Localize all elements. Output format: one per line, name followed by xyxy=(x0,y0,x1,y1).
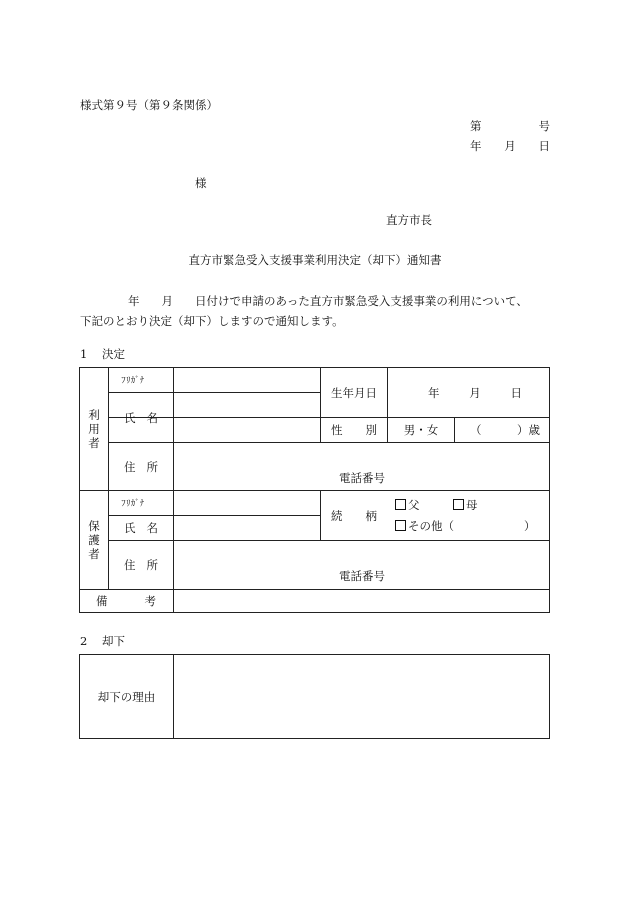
section-1-title: 決定 xyxy=(102,347,125,361)
birth-month: 月 xyxy=(469,385,481,400)
sex-label xyxy=(331,418,377,442)
notice-body xyxy=(80,291,550,331)
sex-value[interactable]: 男・女 xyxy=(403,423,439,437)
relation-mother-option[interactable] xyxy=(453,497,478,513)
user-group-label xyxy=(80,368,108,490)
other-label: その他（ xyxy=(408,519,454,533)
age-close: ）歳 xyxy=(517,423,540,437)
age-open: （ xyxy=(470,423,482,437)
father-label: 父 xyxy=(408,498,420,512)
addressee-suffix: 様 xyxy=(195,176,207,190)
day-label: 日 xyxy=(538,139,550,153)
relation-other-option[interactable] xyxy=(395,518,454,534)
user-name-field-2[interactable] xyxy=(174,418,320,442)
birthdate-label: 生年月日 xyxy=(331,385,377,400)
user-furigana-field[interactable] xyxy=(174,368,320,392)
month-label: 月 xyxy=(504,139,516,153)
issuer: 直方市長 xyxy=(386,213,432,227)
age-field[interactable] xyxy=(470,418,540,442)
label-char: 備 xyxy=(96,594,108,608)
label-char: 柄 xyxy=(365,508,377,523)
section-2-heading xyxy=(80,633,125,649)
birthdate-field[interactable] xyxy=(428,368,522,417)
guardian-phone-label: 電話番号 xyxy=(339,569,385,583)
user-label-char: 用 xyxy=(88,422,100,436)
label-char: 性 xyxy=(331,423,343,437)
number-prefix: 第 xyxy=(470,119,482,133)
label-char: 住 xyxy=(124,558,136,572)
form-number: 様式第９号（第９条関係） xyxy=(80,98,218,112)
birth-day: 日 xyxy=(510,385,522,400)
remarks-label xyxy=(96,590,156,612)
section-1-heading xyxy=(80,346,125,362)
guardian-name-field[interactable] xyxy=(174,516,320,540)
section-2-number: 2 xyxy=(80,634,88,648)
user-name-label xyxy=(124,393,158,442)
relation-label xyxy=(331,491,377,540)
guardian-label-char: 保 xyxy=(88,519,100,533)
user-address-label xyxy=(124,443,158,490)
document-number-line xyxy=(470,118,550,134)
relation-father-option[interactable] xyxy=(395,497,420,513)
year-label: 年 xyxy=(470,139,482,153)
issue-date-line xyxy=(470,138,550,154)
guardian-label-char: 者 xyxy=(88,547,100,561)
guardian-furigana-field[interactable] xyxy=(174,491,320,515)
body-text-1: 日付けで申請のあった直方市緊急受入支援事業の利用について、 xyxy=(195,294,528,308)
label-char: 所 xyxy=(146,558,158,572)
guardian-furigana-label: ﾌﾘｶﾞﾅ xyxy=(121,499,145,509)
checkbox-icon[interactable] xyxy=(453,499,464,510)
label-char: 所 xyxy=(146,459,158,474)
label-char: 氏 xyxy=(124,410,136,425)
user-furigana-label: ﾌﾘｶﾞﾅ xyxy=(121,376,145,386)
checkbox-icon[interactable] xyxy=(395,499,406,510)
document-title: 直方市緊急受入支援事業利用決定（却下）通知書 xyxy=(188,253,442,267)
rejection-reason-field[interactable] xyxy=(174,655,549,738)
label-char: 別 xyxy=(365,423,377,437)
section-2-title: 却下 xyxy=(102,634,125,648)
label-char: 考 xyxy=(144,594,156,608)
remarks-field[interactable] xyxy=(174,590,549,612)
label-char: 名 xyxy=(146,521,158,535)
mother-label: 母 xyxy=(466,498,478,512)
checkbox-icon[interactable] xyxy=(395,520,406,531)
body-text-2: 下記のとおり決定（却下）しますので通知します。 xyxy=(80,314,344,328)
body-year: 年 xyxy=(128,294,140,308)
guardian-address-label xyxy=(124,541,158,589)
label-char: 続 xyxy=(331,508,343,523)
user-label-char: 者 xyxy=(88,436,100,450)
guardian-label-char: 護 xyxy=(88,533,100,547)
section-1-number: 1 xyxy=(80,347,88,361)
guardian-group-label xyxy=(80,491,108,589)
rejection-reason-label: 却下の理由 xyxy=(97,689,156,704)
user-name-field[interactable] xyxy=(174,393,320,417)
label-char: 名 xyxy=(146,410,158,425)
number-suffix: 号 xyxy=(538,119,550,133)
relation-other-close: ） xyxy=(524,519,536,533)
label-char: 住 xyxy=(124,459,136,474)
body-month: 月 xyxy=(161,294,173,308)
label-char: 氏 xyxy=(124,521,136,535)
user-phone-label: 電話番号 xyxy=(339,471,385,485)
birth-year: 年 xyxy=(428,385,440,400)
user-label-char: 利 xyxy=(88,408,100,422)
guardian-name-label xyxy=(124,516,158,540)
